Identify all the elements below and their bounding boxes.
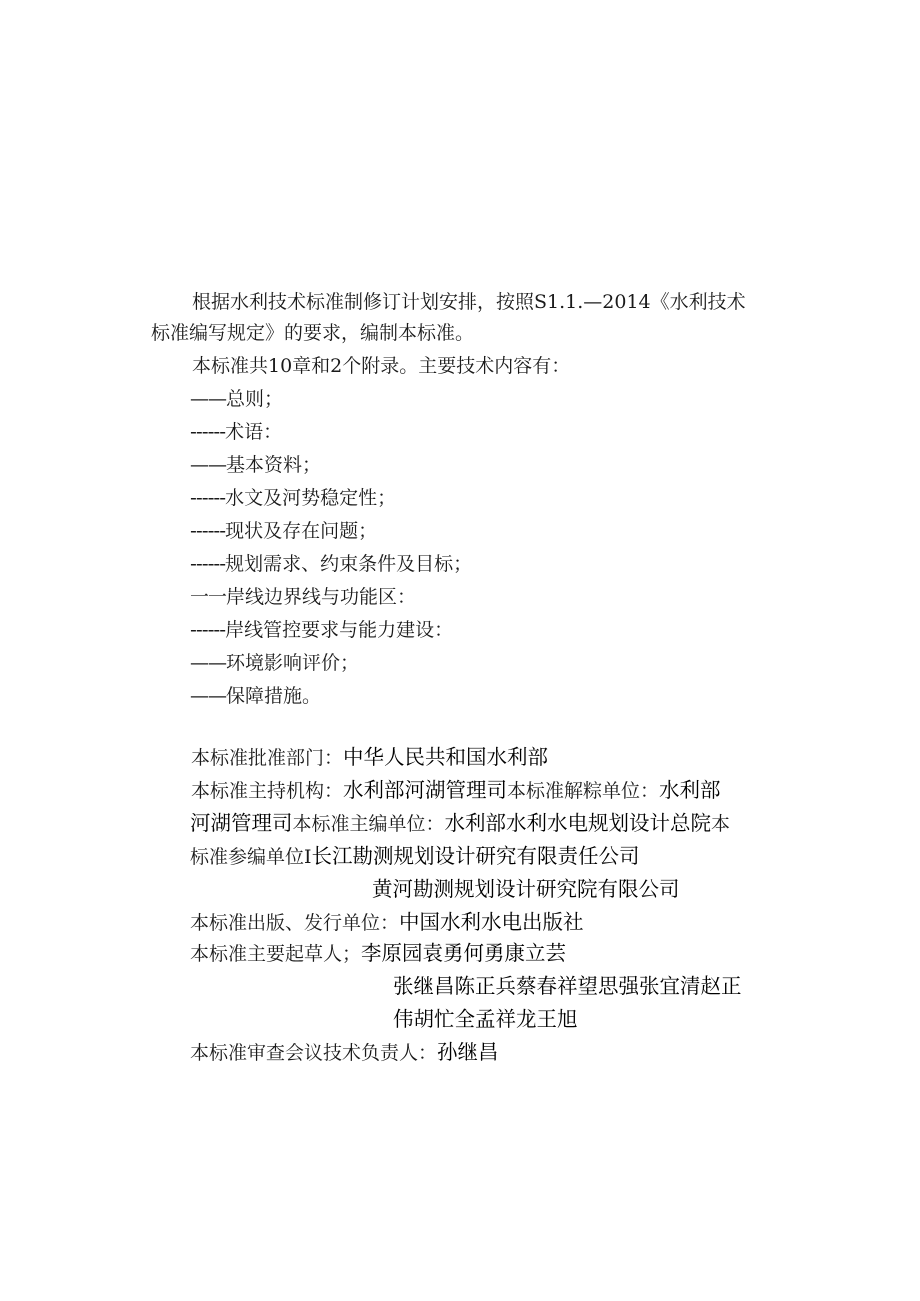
review-label: 本标准审查会议技术负责人： xyxy=(190,1042,438,1064)
host-value: 水利部河湖管理司 xyxy=(343,778,508,802)
approval-value: 中华人民共和国水利部 xyxy=(343,745,549,769)
item-dash: ------ xyxy=(190,421,226,443)
interpret-value-continued: 河湖管理司 xyxy=(190,811,293,835)
item-text: 水文及河势稳定性； xyxy=(225,487,397,509)
item-dash: ------ xyxy=(190,553,226,575)
interpret-chief-line xyxy=(190,810,730,837)
item-text: 现状及存在问题； xyxy=(225,520,378,542)
contents-item xyxy=(190,683,321,709)
drafters-names-3: 伟胡忙全孟祥龙王旭 xyxy=(393,1007,578,1031)
item-dash: 一一 xyxy=(190,586,227,608)
contents-item xyxy=(190,518,377,544)
chief-value: 水利部水利水电规划设计总院 xyxy=(444,811,712,835)
drafters-line xyxy=(190,940,566,967)
item-text: 岸线边界线与功能区： xyxy=(226,586,417,608)
item-dash: —— xyxy=(190,685,226,707)
publisher-line xyxy=(190,909,584,936)
drafters-names-2: 张继昌陈正兵蔡春祥望思强张宜清赵正 xyxy=(393,974,742,998)
contents-item xyxy=(190,452,321,478)
contents-item xyxy=(190,650,359,676)
participate-line-1 xyxy=(190,843,640,870)
item-text: 保障措施。 xyxy=(226,685,322,707)
item-text: 总则； xyxy=(226,388,284,410)
publisher-value: 中国水利水电出版社 xyxy=(399,910,584,934)
item-dash: —— xyxy=(190,652,226,674)
item-dash: —— xyxy=(190,454,226,476)
interpret-label: 本标准解粽单位： xyxy=(507,780,660,802)
participate-label-start: 本 xyxy=(711,813,731,835)
contents-item xyxy=(190,584,416,610)
intro-line-2: 标准编写规定》的要求，编制本标准。 xyxy=(151,322,475,344)
drafters-label: 本标准主要起草人； xyxy=(190,943,362,965)
approval-label: 本标准批准部门： xyxy=(191,747,344,769)
participate-label: 标准参编单位I xyxy=(190,846,312,868)
chief-label: 本标准主编单位： xyxy=(292,813,445,835)
approval-line xyxy=(191,744,548,771)
item-text: 规划需求、约束条件及目标； xyxy=(225,553,473,575)
participate-value-1: 长江勘测规划设计研究有限责任公司 xyxy=(311,844,640,868)
intro-line-1: 根据水利技术标准制修订计划安排，按照S1.1.—2014《水利技术 xyxy=(192,291,746,313)
publisher-label: 本标准出版、发行单位： xyxy=(190,912,400,934)
contents-item xyxy=(190,485,396,511)
contents-item xyxy=(190,419,282,445)
participate-value-2: 黄河勘测规划设计研究院有限公司 xyxy=(372,877,680,901)
review-line xyxy=(190,1039,499,1066)
contents-summary: 本标准共10章和2个附录。主要技术内容有： xyxy=(192,355,571,377)
interpret-value: 水利部 xyxy=(659,778,721,802)
item-text: 环境影响评价； xyxy=(226,652,360,674)
host-label: 本标准主持机构： xyxy=(191,780,344,802)
review-value: 孙继昌 xyxy=(437,1040,499,1064)
contents-item xyxy=(190,551,472,577)
contents-item xyxy=(190,617,453,643)
drafters-names-1: 李原园袁勇何勇康立芸 xyxy=(361,941,567,965)
item-text: 基本资料； xyxy=(226,454,322,476)
contents-item xyxy=(190,386,283,412)
item-dash: ------ xyxy=(190,520,226,542)
item-dash: —— xyxy=(190,388,226,410)
item-dash: ------ xyxy=(190,487,226,509)
item-dash: ------ xyxy=(190,619,226,641)
host-interpret-line xyxy=(191,777,721,804)
item-text: 术语： xyxy=(225,421,283,443)
item-text: 岸线管控要求与能力建设： xyxy=(225,619,454,641)
